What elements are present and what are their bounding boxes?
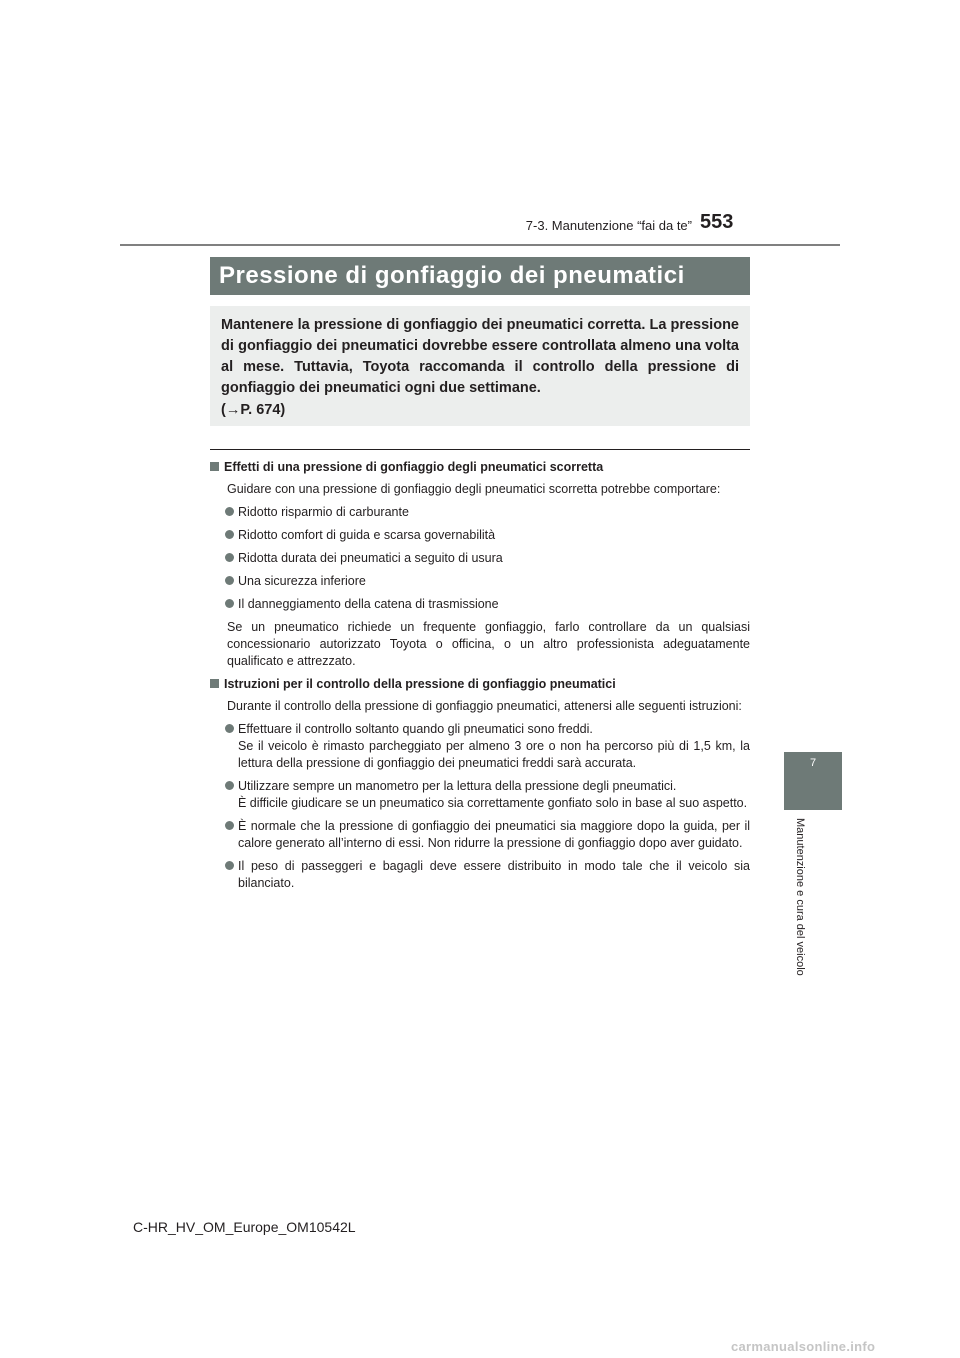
list-item: Ridotta durata dei pneumatici a seguito di usura [225, 550, 750, 567]
watermark: carmanualsonline.info [731, 1339, 876, 1354]
square-bullet-icon [210, 462, 219, 471]
header-section-label: 7-3. Manutenzione “fai da te” [525, 218, 692, 233]
circle-bullet-icon [225, 553, 234, 562]
section-effects [210, 459, 750, 670]
chapter-number: 7 [809, 757, 817, 769]
circle-bullet-icon [225, 821, 234, 830]
list-item: Ridotto comfort di guida e scarsa governabilità [225, 527, 750, 544]
circle-bullet-icon [225, 507, 234, 516]
intro-box [210, 306, 750, 426]
list-item: Ridotto risparmio di carburante [225, 504, 750, 521]
list-item: Il danneggiamento della catena di trasmissione [225, 596, 750, 613]
circle-bullet-icon [225, 530, 234, 539]
square-bullet-icon [210, 679, 219, 688]
section-instructions [210, 676, 750, 892]
content [210, 459, 750, 898]
list-item: È normale che la pressione di gonfiaggio dei pneumatici sia maggiore dopo la guida, per il calore generato all’interno di essi. Non ridurre la pressione di gonfiaggio dopo aver guidato. [225, 818, 750, 852]
page-title: Pressione di gonfiaggio dei pneumatici [210, 257, 750, 295]
circle-bullet-icon [225, 781, 234, 790]
section-heading: Effetti di una pressione di gonfiaggio degli pneumatici scorretta [210, 459, 750, 476]
section-rule [210, 449, 750, 450]
intro-reference-link[interactable]: (→P. 674) [221, 402, 286, 418]
page-number: 553 [700, 211, 734, 233]
header-rule [120, 244, 840, 246]
chapter-title: Manutenzione e cura del veicolo [794, 818, 806, 976]
circle-bullet-icon [225, 724, 234, 733]
list-item: Effettuare il controllo soltanto quando gli pneumatici sono freddi. Se il veicolo è rimasto parcheggiato per almeno 3 ore o non ha percorso più di 1,5 km, la lettura della pressione di gonfiaggio dei pneumatici freddi sarà accurata. [225, 721, 750, 772]
list-item: Il peso di passeggeri e bagagli deve essere distribuito in modo tale che il veicolo sia bilanciato. [225, 858, 750, 892]
footer-doc-code: C-HR_HV_OM_Europe_OM10542L [133, 1219, 356, 1235]
circle-bullet-icon [225, 599, 234, 608]
circle-bullet-icon [225, 576, 234, 585]
chapter-tab [784, 752, 842, 810]
list-item: Utilizzare sempre un manometro per la lettura della pressione degli pneumatici. È difficile giudicare se un pneumatico sia correttamente gonfiato solo in base al suo aspetto. [225, 778, 750, 812]
list-item: Una sicurezza inferiore [225, 573, 750, 590]
section-heading: Istruzioni per il controllo della pressione di gonfiaggio pneumatici [210, 676, 750, 693]
intro-text: Mantenere la pressione di gonfiaggio dei pneumatici corretta. La pressione di gonfiaggio dei pneumatici dovrebbe essere controllata almeno una volta al mese. Tuttavia, Toyota raccomanda il controllo della pressione di gonfiaggio dei pneumatici ogni due settimane. [221, 317, 739, 396]
section-lead: Guidare con una pressione di gonfiaggio degli pneumatici scorretta potrebbe comportare: [227, 482, 721, 496]
section-closing: Se un pneumatico richiede un frequente gonfiaggio, farlo controllare da un qualsiasi concessionario autorizzato Toyota o officina, o un altro professionista adeguatamente qualificato e attrezzato. [227, 620, 750, 668]
section-lead: Durante il controllo della pressione di gonfiaggio pneumatici, attenersi alle seguenti istruzioni: [227, 699, 742, 713]
circle-bullet-icon [225, 861, 234, 870]
